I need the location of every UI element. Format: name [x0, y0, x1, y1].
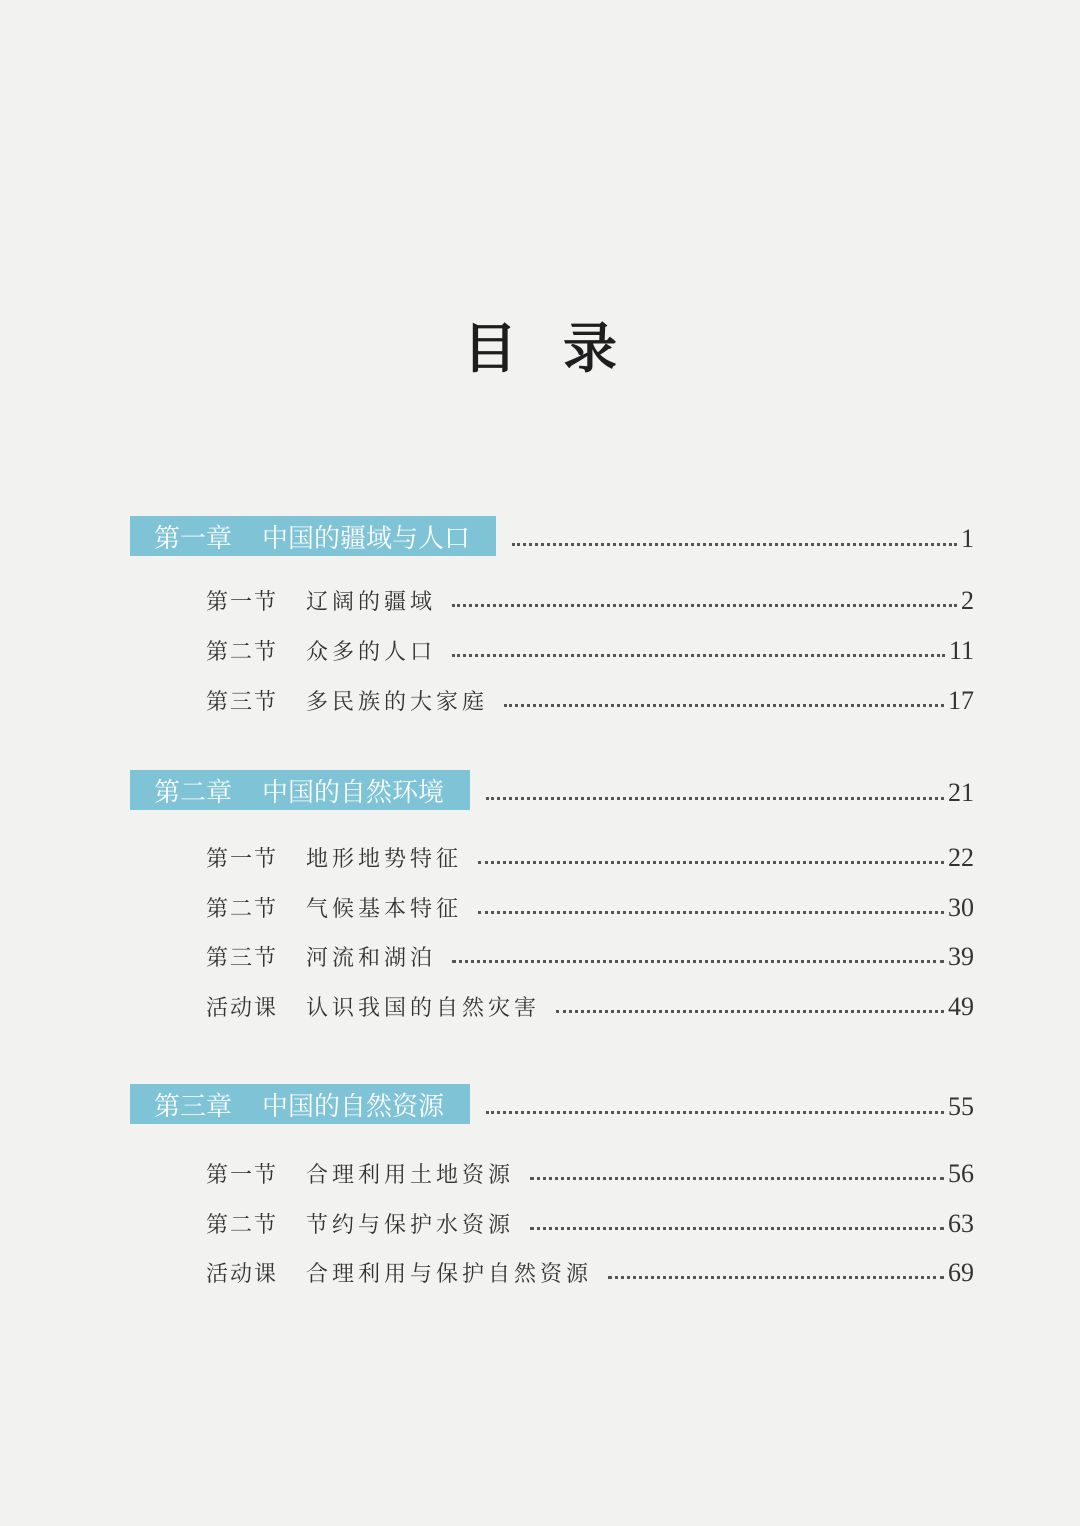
- toc-section-3-2[interactable]: [206, 1205, 974, 1237]
- section-title: 多民族的大家庭: [306, 690, 489, 715]
- section-number: 第一节: [206, 1163, 279, 1188]
- dot-leader: [452, 604, 957, 607]
- chapter-number: 第一章: [154, 523, 233, 554]
- toc-chapter-3[interactable]: [130, 1084, 974, 1124]
- section-number: 第二节: [206, 897, 279, 922]
- toc-section-1-3[interactable]: [206, 682, 974, 714]
- dot-leader: [512, 543, 957, 546]
- section-number: 活动课: [206, 996, 279, 1021]
- page-title: [0, 306, 1080, 383]
- page-number: 17: [948, 686, 974, 715]
- page-number: 55: [948, 1092, 974, 1121]
- page-number: 69: [948, 1258, 974, 1287]
- section-title: 地形地势特征: [306, 847, 463, 872]
- chapter-title: 中国的自然资源: [262, 1091, 445, 1122]
- dot-leader: [478, 911, 944, 914]
- page-number: 63: [948, 1209, 974, 1238]
- section-title: 气候基本特征: [306, 897, 463, 922]
- section-number: 第二节: [206, 640, 279, 665]
- page-number: 39: [948, 942, 974, 971]
- section-number: 第三节: [206, 946, 279, 971]
- toc-chapter-1[interactable]: [130, 516, 974, 556]
- toc-section-2-1[interactable]: [206, 839, 974, 871]
- chapter-title: 中国的自然环境: [262, 777, 445, 808]
- chapter-badge: [130, 516, 496, 556]
- title-char-2: 录: [563, 316, 617, 380]
- section-number: 第三节: [206, 690, 279, 715]
- page-number: 11: [948, 636, 974, 665]
- page-number: 21: [948, 778, 974, 807]
- toc-section-1-1[interactable]: [206, 582, 974, 614]
- section-title: 合理利用与保护自然资源: [306, 1262, 593, 1287]
- section-title: 节约与保护水资源: [306, 1213, 515, 1238]
- toc-section-3-1[interactable]: [206, 1155, 974, 1187]
- page-number: 30: [948, 893, 974, 922]
- page-number: 1: [961, 524, 974, 553]
- page-number: 22: [948, 843, 974, 872]
- dot-leader: [452, 654, 945, 657]
- dot-leader: [486, 1111, 944, 1114]
- chapter-badge: [130, 770, 470, 810]
- toc-section-2-3[interactable]: [206, 938, 974, 970]
- dot-leader: [530, 1227, 944, 1230]
- section-number: 第二节: [206, 1213, 279, 1238]
- dot-leader: [504, 704, 944, 707]
- section-title: 众多的人口: [306, 640, 437, 665]
- section-title: 河流和湖泊: [306, 946, 437, 971]
- section-number: 活动课: [206, 1262, 279, 1287]
- toc-chapter-2[interactable]: [130, 770, 974, 810]
- dot-leader: [608, 1276, 944, 1279]
- section-number: 第一节: [206, 847, 279, 872]
- dot-leader: [478, 861, 944, 864]
- title-char-1: 目: [463, 316, 517, 380]
- section-title: 合理利用土地资源: [306, 1163, 515, 1188]
- dot-leader: [556, 1010, 944, 1013]
- toc-section-1-2[interactable]: [206, 632, 974, 664]
- section-title: 辽阔的疆域: [306, 590, 437, 615]
- section-number: 第一节: [206, 590, 279, 615]
- chapter-number: 第二章: [154, 777, 233, 808]
- dot-leader: [530, 1177, 944, 1180]
- page-number: 56: [948, 1159, 974, 1188]
- toc-section-2-4[interactable]: [206, 988, 974, 1020]
- chapter-number: 第三章: [154, 1091, 233, 1122]
- page-number: 2: [961, 586, 974, 615]
- chapter-badge: [130, 1084, 470, 1124]
- dot-leader: [452, 960, 944, 963]
- chapter-title: 中国的疆域与人口: [262, 523, 471, 554]
- section-title: 认识我国的自然灾害: [306, 996, 541, 1021]
- toc-section-2-2[interactable]: [206, 889, 974, 921]
- toc-section-3-3[interactable]: [206, 1254, 974, 1286]
- dot-leader: [486, 797, 944, 800]
- page-number: 49: [948, 992, 974, 1021]
